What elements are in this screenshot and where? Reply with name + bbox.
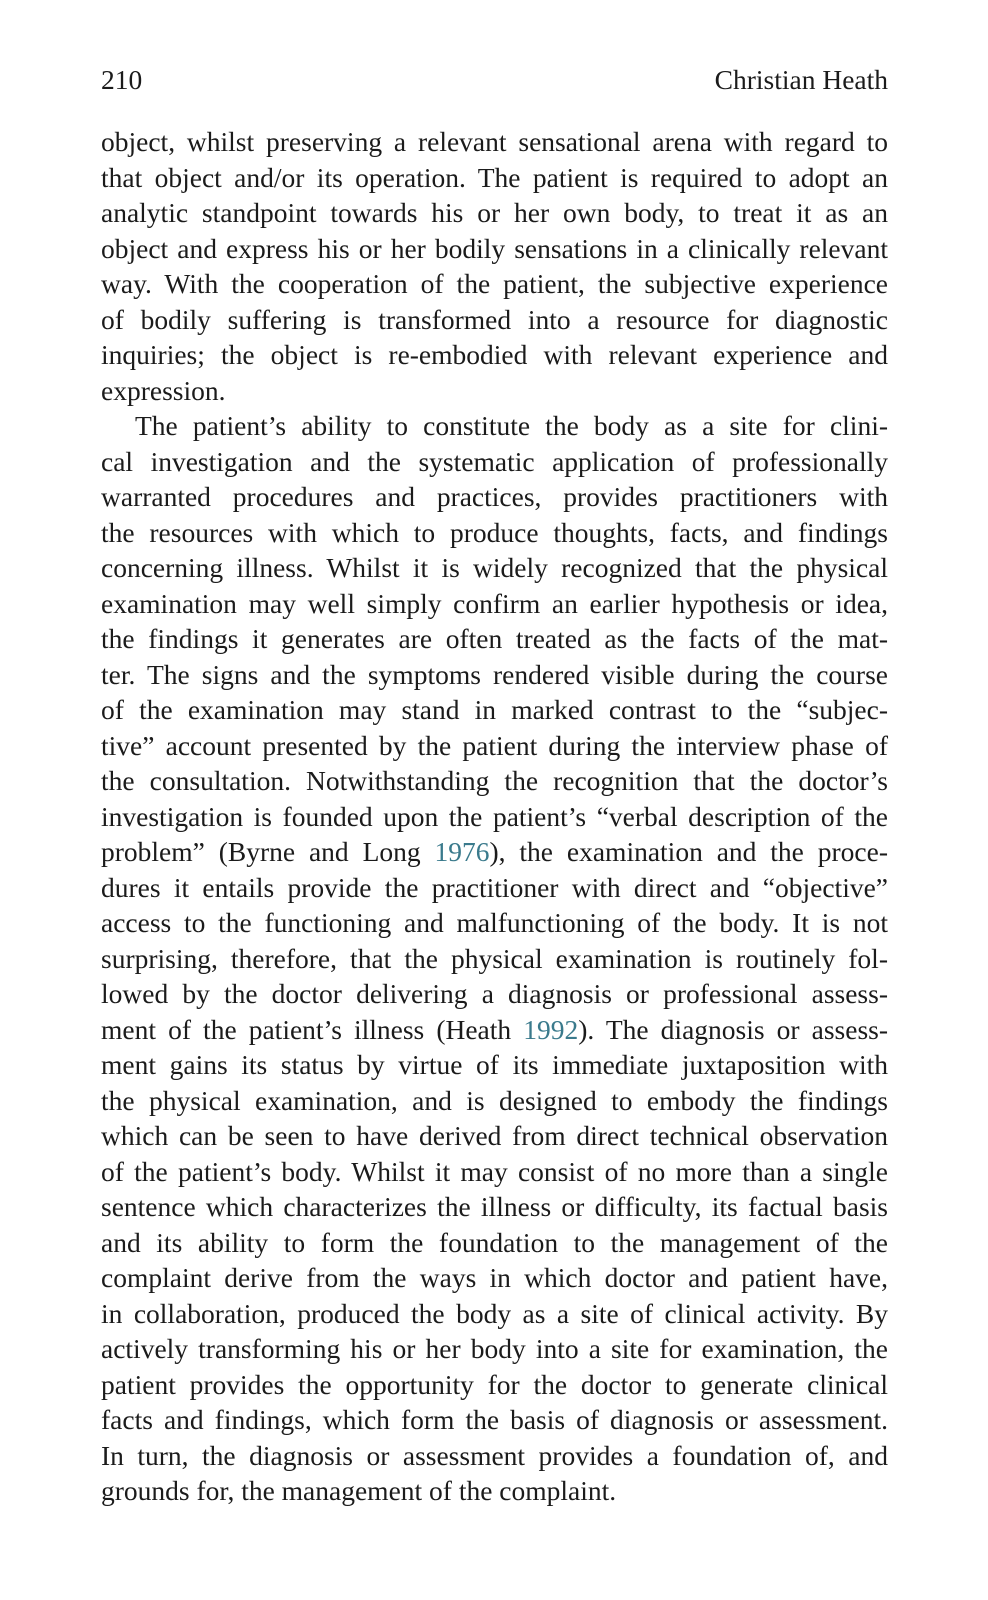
text-fragment: ment of the patient’s illness (Heath [101, 1013, 524, 1045]
text-line: that object and/or its operation. The patient is required to adopt an [101, 161, 888, 193]
text-line: examination may well simply confirm an earlier hypothesis or idea, [101, 587, 888, 619]
text-fragment: ), the examination and the proce- [489, 836, 888, 867]
text-line: the findings it generates are often treated as the facts of the mat- [101, 623, 888, 654]
text-line: surprising, therefore, that the physical examination is routinely fol- [101, 942, 888, 974]
text-line: lowed by the doctor delivering a diagnosis or professional assess- [101, 978, 888, 1009]
text-line: patient provides the opportunity for the doctor to generate clinical [101, 1368, 888, 1400]
text-fragment: ). The diagnosis or assess- [578, 1013, 889, 1045]
text-line: investigation is founded upon the patient’s “verbal description of the [101, 800, 888, 832]
text-line: access to the functioning and malfunctioning of the body. It is not [101, 907, 888, 938]
text-line: object and express his or her bodily sensations in a clinically relevant [101, 232, 888, 264]
running-head-author: Christian Heath [714, 64, 888, 95]
text-line: actively transforming his or her body into a site for examination, the [101, 1333, 888, 1364]
text-line: of the patient’s body. Whilst it may consist of no more than a single [101, 1155, 888, 1187]
text-line-with-citation [101, 834, 888, 870]
text-line: facts and findings, which form the basis of diagnosis or assessment. [101, 1404, 888, 1435]
running-head [101, 62, 888, 98]
text-line: complaint derive from the ways in which doctor and patient have, [101, 1262, 888, 1293]
text-line: which can be seen to have derived from direct technical observation [101, 1120, 888, 1151]
text-line: ment gains its status by virtue of its immediate juxtaposition with [101, 1049, 888, 1080]
text-line: ter. The signs and the symptoms rendered visible during the course [101, 658, 888, 690]
text-line: The patient’s ability to constitute the body as a site for clini- [135, 410, 888, 441]
text-line: the resources with which to produce thoughts, facts, and findings [101, 516, 888, 548]
text-line-with-citation [101, 1012, 888, 1048]
text-line: cal investigation and the systematic application of professionally [101, 445, 888, 477]
text-line: analytic standpoint towards his or her own body, to treat it as an [101, 197, 888, 228]
page-number: 210 [101, 64, 143, 95]
text-line: the consultation. Notwithstanding the recognition that the doctor’s [101, 765, 888, 796]
text-line: and its ability to form the foundation to the management of the [101, 1226, 888, 1258]
text-line: dures it entails provide the practitioner with direct and “objective” [101, 871, 888, 903]
text-line: of bodily suffering is transformed into a resource for diagnostic [101, 303, 888, 335]
text-line: way. With the cooperation of the patient, the subjective experience [101, 268, 888, 299]
text-fragment: problem” (Byrne and Long [101, 836, 435, 867]
text-line: warranted procedures and practices, provides practitioners with [101, 481, 888, 512]
text-line: the physical examination, and is designed to embody the findings [101, 1084, 888, 1116]
text-line: in collaboration, produced the body as a site of clinical activity. By [101, 1297, 888, 1329]
citation-link-heath[interactable]: 1992 [523, 1013, 579, 1045]
text-line: expression. [101, 374, 226, 406]
text-line: sentence which characterizes the illness or difficulty, its factual basis [101, 1191, 888, 1222]
paragraph-2 [101, 408, 888, 1509]
citation-link-byrne-long[interactable]: 1976 [434, 836, 490, 867]
text-line: In turn, the diagnosis or assessment provides a foundation of, and [101, 1439, 888, 1471]
text-line: object, whilst preserving a relevant sensational arena with regard to [101, 126, 888, 157]
text-line: tive” account presented by the patient during the interview phase of [101, 729, 888, 761]
text-line: concerning illness. Whilst it is widely recognized that the physical [101, 552, 888, 583]
paragraph-1 [101, 124, 888, 408]
text-line: inquiries; the object is re-embodied with relevant experience and [101, 339, 888, 370]
text-line: of the examination may stand in marked contrast to the “subjec- [101, 694, 888, 725]
text-line: grounds for, the management of the complaint. [101, 1475, 617, 1506]
body-text [101, 124, 888, 1509]
